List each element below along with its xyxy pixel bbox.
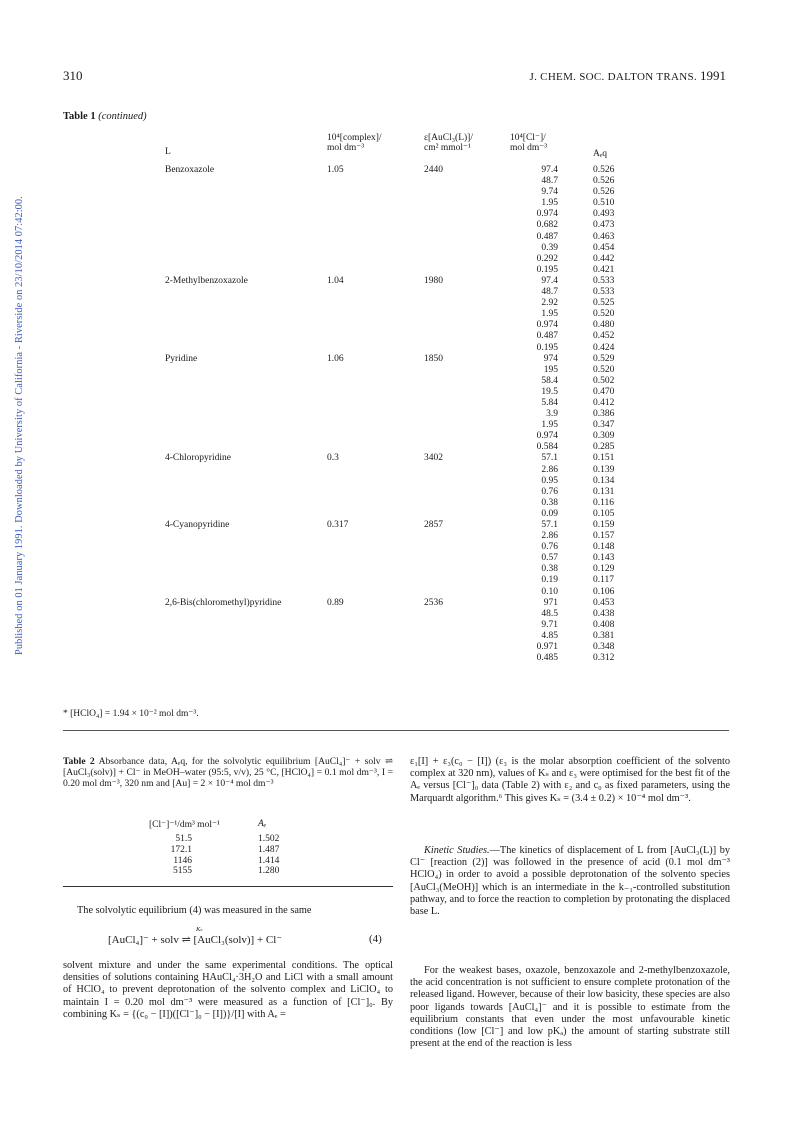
aeq-cell: 0.526 [593, 165, 615, 175]
aeq-cell: 0.525 [593, 298, 615, 309]
chloride-cell: 9.71 [541, 619, 558, 630]
chloride-cell: 2.86 [541, 531, 558, 542]
table-row [0, 387, 792, 398]
table-row [0, 276, 792, 287]
ligand-cell: Pyridine [165, 353, 198, 364]
table-row [0, 531, 792, 542]
chloride-cell: 57.1 [541, 453, 558, 464]
kinetic-studies-text: —The kinetics of displacement of L from [AuCl₃(L)] by Cl⁻ [reaction (2)] was followed in the presence of acid (0.1 mol dm⁻³ HClO₄) in order to avoid a possible deprotonation of the solvento species [AuCl₃(MeOH)] which is an intermediate in the k₋₁-controlled substitution pathway, and to force the reaction to completion by protonating the displaced base L. [410, 845, 730, 918]
complex-cell: 1.04 [327, 275, 344, 286]
aeq-cell: 0.510 [593, 198, 615, 209]
table-row [0, 442, 792, 453]
ligand-cell: Benzoxazole [165, 165, 215, 175]
chloride-cell: 1.95 [541, 198, 558, 209]
inverse-chloride-cell: 5155 [173, 866, 192, 877]
table-row [0, 220, 792, 231]
epsilon-cell: 2536 [424, 597, 443, 608]
chloride-cell: 5.84 [541, 397, 558, 408]
epsilon-cell: 2440 [424, 165, 443, 175]
aeq-cell: 0.412 [593, 397, 615, 408]
table-row [0, 254, 792, 265]
chloride-cell: 4.85 [541, 630, 558, 641]
aeq-cell: 0.386 [593, 409, 615, 420]
table-row [0, 631, 792, 642]
header-epsilon-line2: cm² mmol⁻¹ [424, 143, 471, 153]
chloride-cell: 0.584 [536, 442, 558, 453]
ligand-cell: 4-Cyanopyridine [165, 520, 230, 530]
aeq-cell: 0.463 [593, 231, 615, 242]
aeq-cell: 0.157 [593, 531, 615, 542]
complex-cell: 1.06 [327, 353, 344, 364]
header-chloride-line2: mol dm⁻³ [510, 143, 548, 153]
table1-header-row [0, 133, 792, 163]
aeq-cell: 0.438 [593, 608, 615, 619]
aeq-cell: 0.533 [593, 275, 615, 286]
aeq-cell: 0.151 [593, 453, 615, 464]
table-row [0, 620, 792, 631]
chloride-cell: 58.4 [541, 375, 558, 386]
table-row [0, 487, 792, 498]
header-complex [327, 133, 407, 153]
aeq-cell: 0.116 [593, 497, 615, 508]
aeq-cell: 0.143 [593, 553, 615, 564]
ligand-cell: 2-Methylbenzoxazole [165, 275, 248, 286]
body-paragraph-right-3: For the weakest bases, oxazole, benzoxazole and 2-methylbenzoxazole, the acid concentration is not sufficient to ensure complete protonation of the released ligand. However, because of their low basicity, these species are also poor ligands towards [AuCl₄]⁻ and it is possible to estimate from the equilibrium constants that even under the most unfavourable kinetic conditions (low [Cl⁻] and low pKₐ) the amount of starting substrate still present at the end of the reaction is less [410, 965, 730, 1050]
chloride-cell: 0.76 [541, 486, 558, 497]
journal-year: 1991 [700, 68, 726, 83]
table1-label: Table 1 [63, 111, 96, 122]
header-complex-line1: 10⁴[complex]/ [327, 133, 382, 143]
aeq-cell: 0.381 [593, 630, 615, 641]
table2-bottom-rule [63, 886, 393, 887]
chloride-cell: 2.86 [541, 464, 558, 475]
table-row [0, 834, 792, 845]
table-row [0, 564, 792, 575]
table-row [0, 187, 792, 198]
table-row [0, 498, 792, 509]
aeq-cell: 0.454 [593, 242, 615, 253]
table-row [0, 376, 792, 387]
epsilon-cell: 1850 [424, 353, 443, 364]
aeq-cell: 0.424 [593, 342, 615, 353]
inverse-chloride-cell: 172.1 [170, 844, 192, 855]
complex-cell: 0.3 [327, 453, 339, 464]
table-row [0, 553, 792, 564]
chloride-cell: 0.485 [536, 653, 558, 664]
aeq-cell: 0.533 [593, 287, 615, 298]
body-paragraph-left-1: The solvolytic equilibrium (4) was measured in the same [77, 905, 312, 916]
table1-footnote: * [HClO₄] = 1.94 × 10⁻² mol dm⁻³. [63, 709, 199, 719]
aeq-cell: 0.117 [593, 575, 615, 586]
table-row [0, 465, 792, 476]
download-watermark-note: Published on 01 January 1991. Downloaded by University of California - Riverside on 23/10/2014 07:42:00. [14, 196, 25, 655]
aeq-cell: 0.348 [593, 642, 615, 653]
ae-cell: 1.502 [258, 834, 280, 844]
chloride-cell: 0.487 [536, 231, 558, 242]
journal-header [530, 68, 727, 84]
ae-cell: 1.280 [258, 866, 280, 877]
ligand-cell: 2,6-Bis(chloromethyl)pyridine [165, 597, 282, 608]
aeq-cell: 0.285 [593, 442, 615, 453]
equation-number: (4) [369, 933, 382, 945]
table-row [0, 509, 792, 520]
chloride-cell: 0.10 [541, 586, 558, 597]
table-row [0, 587, 792, 598]
chloride-cell: 0.39 [541, 242, 558, 253]
body-paragraph-right-2 [410, 845, 730, 918]
aeq-cell: 0.526 [593, 176, 615, 187]
table-row [0, 165, 792, 176]
aeq-cell: 0.526 [593, 187, 615, 198]
table-row [0, 420, 792, 431]
chloride-cell: 971 [543, 597, 558, 608]
chloride-cell: 0.38 [541, 497, 558, 508]
table2-header-ae: Aₑ [258, 819, 267, 829]
chloride-cell: 0.971 [536, 642, 558, 653]
table-row [0, 398, 792, 409]
body-paragraph-left-2: solvent mixture and under the same experimental conditions. The optical densities of solutions containing HAuCl₄·3H₂O and LiCl with a small amount of HClO₄ to prevent deprotonation of the solvento complex and LiClO₄ to maintain I = 0.20 mol dm⁻³ were measured as a function of [Cl⁻]₀. By combining Kₛ = {(c₀ − [I])([Cl⁻]₀ − [I])}/[I] with Aₑ = [63, 960, 393, 1020]
section-heading-kinetic-studies: Kinetic Studies. [424, 845, 490, 856]
header-complex-line2: mol dm⁻³ [327, 143, 365, 153]
aeq-cell: 0.105 [593, 508, 615, 519]
table-row [0, 598, 792, 609]
epsilon-cell: 3402 [424, 453, 443, 464]
table-row [0, 575, 792, 586]
aeq-cell: 0.309 [593, 431, 615, 442]
table-row [0, 298, 792, 309]
aeq-cell: 0.134 [593, 475, 615, 486]
ae-cell: 1.414 [258, 855, 280, 866]
aeq-cell: 0.493 [593, 209, 615, 220]
chloride-cell: 0.19 [541, 575, 558, 586]
table-row [0, 609, 792, 620]
chloride-cell: 19.5 [541, 386, 558, 397]
table-row [0, 265, 792, 276]
aeq-cell: 0.470 [593, 386, 615, 397]
chloride-cell: 0.487 [536, 331, 558, 342]
chloride-cell: 1.95 [541, 309, 558, 320]
table-row [0, 198, 792, 209]
chloride-cell: 48.7 [541, 176, 558, 187]
aeq-cell: 0.106 [593, 586, 615, 597]
chloride-cell: 0.95 [541, 475, 558, 486]
header-aeq: Aₑq [593, 149, 608, 159]
table-row [0, 232, 792, 243]
chloride-cell: 0.292 [536, 253, 558, 264]
aeq-cell: 0.452 [593, 331, 615, 342]
table2-header-inverse-chloride: [Cl⁻]⁻¹/dm³ mol⁻¹ [149, 820, 220, 830]
aeq-cell: 0.139 [593, 464, 615, 475]
table-row [0, 176, 792, 187]
table-row [0, 642, 792, 653]
chloride-cell: 3.9 [546, 409, 558, 420]
header-chloride [510, 133, 574, 153]
aeq-cell: 0.159 [593, 520, 615, 530]
aeq-cell: 0.129 [593, 564, 615, 575]
complex-cell: 0.317 [327, 520, 349, 530]
aeq-cell: 0.131 [593, 486, 615, 497]
chloride-cell: 9.74 [541, 187, 558, 198]
complex-cell: 0.89 [327, 597, 344, 608]
header-epsilon-line1: ε[AuCl₃(L)]/ [424, 133, 473, 143]
chloride-cell: 0.974 [536, 320, 558, 331]
table2-label: Table 2 [63, 756, 95, 767]
chloride-cell: 2.92 [541, 298, 558, 309]
aeq-cell: 0.473 [593, 220, 615, 231]
aeq-cell: 0.520 [593, 364, 615, 375]
chloride-cell: 0.76 [541, 542, 558, 553]
chloride-cell: 97.4 [541, 165, 558, 175]
chloride-cell: 0.195 [536, 264, 558, 275]
table-row [0, 354, 792, 365]
page-number: 310 [63, 68, 83, 83]
table-row [0, 431, 792, 442]
table-row [0, 343, 792, 354]
table1-title [63, 111, 147, 122]
ligand-cell: 4-Chloropyridine [165, 453, 231, 464]
chloride-cell: 48.7 [541, 287, 558, 298]
ae-cell: 1.487 [258, 844, 280, 855]
aeq-cell: 0.408 [593, 619, 615, 630]
chloride-cell: 48.5 [541, 608, 558, 619]
chloride-cell: 0.38 [541, 564, 558, 575]
aeq-cell: 0.480 [593, 320, 615, 331]
header-ligand: L [165, 147, 171, 157]
table1-continued: (continued) [98, 111, 147, 122]
table-row [0, 287, 792, 298]
table-row [0, 209, 792, 220]
aeq-cell: 0.148 [593, 542, 615, 553]
chloride-cell: 195 [543, 364, 558, 375]
table-row [0, 320, 792, 331]
chloride-cell: 0.09 [541, 508, 558, 519]
aeq-cell: 0.453 [593, 597, 615, 608]
table-row [0, 542, 792, 553]
inverse-chloride-cell: 1146 [173, 855, 192, 866]
aeq-cell: 0.502 [593, 375, 615, 386]
table-row [0, 365, 792, 376]
aeq-cell: 0.312 [593, 653, 615, 664]
aeq-cell: 0.421 [593, 264, 615, 275]
table-row [0, 453, 792, 464]
table-row [0, 331, 792, 342]
header-chloride-line1: 10⁴[Cl⁻]/ [510, 133, 546, 143]
chloride-cell: 974 [543, 353, 558, 364]
epsilon-cell: 1980 [424, 275, 443, 286]
table2-caption-text: Absorbance data, Aₑq, for the solvolytic equilibrium [AuCl₄]⁻ + solv ⇌ [AuCl₃(solv)] + Cl⁻ in MeOH–water (95:5, v/v), 25 °C, [HClO₄] = 0.1 mol dm⁻³, I = 0.20 mol dm⁻³, 320 nm and [Au] = 2 × 10⁻⁴ mol dm⁻³ [63, 756, 393, 789]
table-row [0, 653, 792, 664]
chloride-cell: 57.1 [541, 520, 558, 530]
aeq-cell: 0.520 [593, 309, 615, 320]
chloride-cell: 0.682 [536, 220, 558, 231]
chloride-cell: 0.195 [536, 342, 558, 353]
chloride-cell: 0.974 [536, 431, 558, 442]
chloride-cell: 0.974 [536, 209, 558, 220]
table-row [0, 243, 792, 254]
equation-body: [AuCl₄]⁻ + solv ⇌ [AuCl₃(solv)] + Cl⁻ [108, 934, 283, 946]
chloride-cell: 97.4 [541, 275, 558, 286]
table-row [0, 520, 792, 531]
complex-cell: 1.05 [327, 165, 344, 175]
chloride-cell: 1.95 [541, 420, 558, 431]
table1-body [0, 165, 792, 664]
table-row [0, 476, 792, 487]
aeq-cell: 0.529 [593, 353, 615, 364]
journal-name: J. CHEM. SOC. DALTON TRANS. [529, 71, 697, 83]
header-epsilon [424, 133, 504, 153]
section-divider [63, 730, 729, 731]
body-paragraph-right-1: ε₁[I] + ε₃(c₀ − [I]) (ε₃ is the molar absorption coefficient of the solvento complex at 320 nm), values of Kₛ and ε₃ were optimised for the best fit of the Aₑ versus [Cl⁻]₀ data (Table 2) with ε₂ and c₀ as fixed parameters, using the Marquardt algorithm.⁶ This gives Kₛ = (3.4 ± 0.2) × 10⁻⁴ mol dm⁻³. [410, 756, 730, 804]
aeq-cell: 0.347 [593, 420, 615, 431]
chloride-cell: 0.57 [541, 553, 558, 564]
epsilon-cell: 2857 [424, 520, 443, 530]
aeq-cell: 0.442 [593, 253, 615, 264]
table-row [0, 409, 792, 420]
equation-k-label: Kₛ [196, 926, 203, 933]
table-row [0, 309, 792, 320]
inverse-chloride-cell: 51.5 [175, 834, 192, 844]
table2-caption [63, 756, 393, 789]
